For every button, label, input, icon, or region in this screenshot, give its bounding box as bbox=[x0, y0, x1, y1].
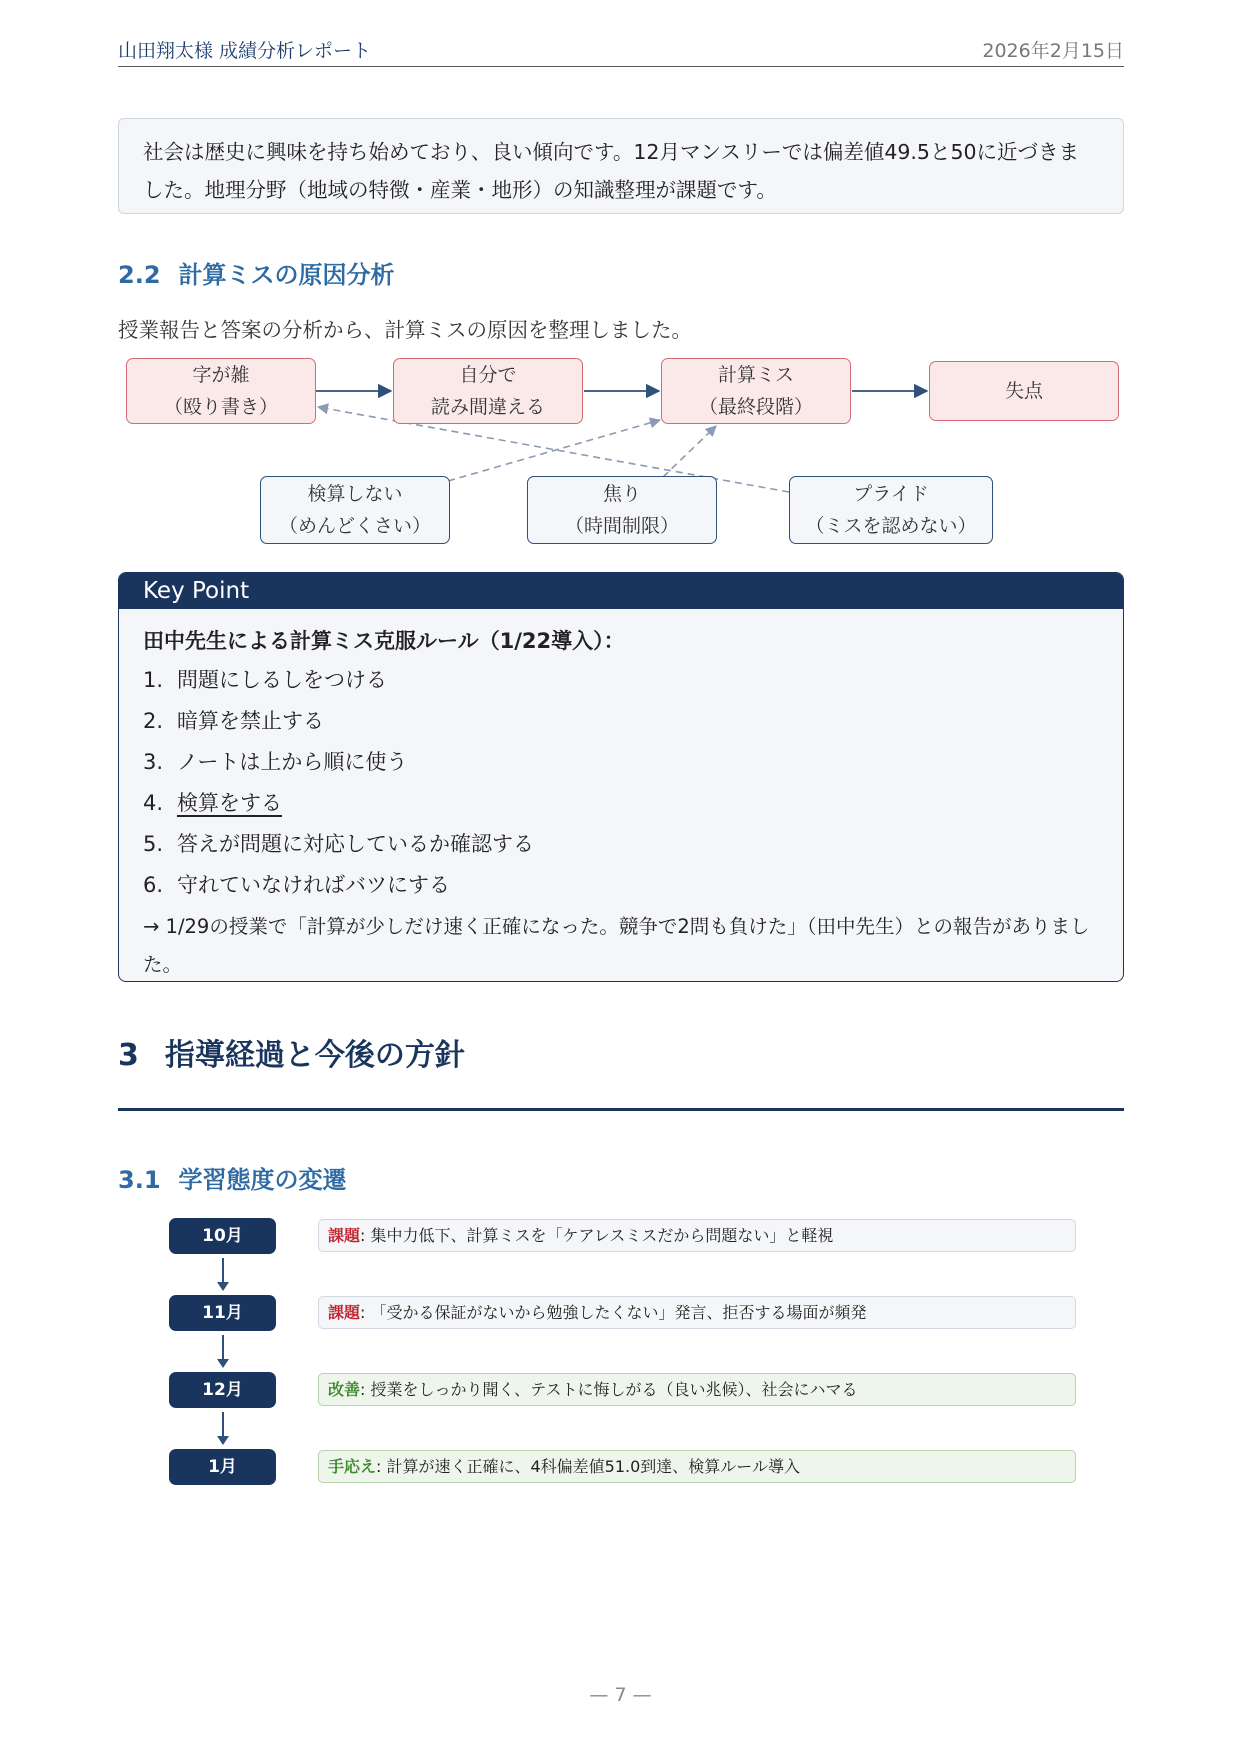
section-title: 学習態度の変遷 bbox=[178, 1166, 347, 1194]
arrow-haste-to-calc-error bbox=[663, 426, 716, 477]
list-item: 1. 問題にしるしをつける bbox=[143, 668, 387, 692]
section-3-1-heading bbox=[118, 1160, 347, 1195]
section-title: 計算ミスの原因分析 bbox=[178, 261, 395, 289]
timeline-connector bbox=[222, 1335, 224, 1361]
key-point-title: 田中先生による計算ミス克服ルール（1/22導入）： bbox=[143, 629, 625, 653]
flow-box-scribble: 字が雑 （殴り書き） bbox=[126, 358, 316, 424]
key-point-box bbox=[118, 572, 1124, 982]
flow-box-no-check: 検算しない （めんどくさい） bbox=[260, 476, 450, 544]
arrow-down-icon bbox=[217, 1436, 229, 1445]
timeline-month: 12月 bbox=[169, 1372, 276, 1408]
list-item: 2. 暗算を禁止する bbox=[143, 709, 324, 733]
report-title: 山田翔太様 成績分析レポート bbox=[118, 40, 372, 62]
flow-box-misread: 自分で 読み間違える bbox=[393, 358, 583, 424]
timeline-month: 1月 bbox=[169, 1449, 276, 1485]
list-item: 6. 守れていなければバツにする bbox=[143, 873, 450, 897]
flow-box-calc-error: 計算ミス （最終段階） bbox=[661, 358, 851, 424]
arrow-down-icon bbox=[217, 1282, 229, 1291]
section-3-heading bbox=[118, 1030, 465, 1074]
flow-box-pride: プライド （ミスを認めない） bbox=[789, 476, 993, 544]
section-number: 3 bbox=[118, 1038, 139, 1073]
social-studies-note: 社会は歴史に興味を持ち始めており、良い傾向です。12月マンスリーでは偏差値49.5と50に近づきました。地理分野（地域の特徴・産業・地形）の知識整理が課題です。 bbox=[118, 118, 1124, 214]
list-item: 3. ノートは上から順に使う bbox=[143, 750, 408, 774]
report-date: 2026年2月15日 bbox=[982, 40, 1124, 62]
section-divider bbox=[118, 1108, 1124, 1111]
calculation-error-flow-diagram bbox=[0, 0, 1241, 560]
key-point-header: Key Point bbox=[119, 573, 1123, 609]
section-number: 2.2 bbox=[118, 261, 161, 289]
timeline-event: 課題: 「受かる保証がないから勉強したくない」発言、拒否する場面が頻発 bbox=[318, 1296, 1076, 1329]
key-point-result: → 1/29の授業で「計算が少しだけ速く正確になった。競争で2問も負けた」（田中先生）との報告がありました。 bbox=[143, 915, 1090, 976]
list-item: 4. 検算をする bbox=[143, 791, 282, 815]
timeline-connector bbox=[222, 1258, 224, 1284]
section-title: 指導経過と今後の方針 bbox=[164, 1038, 465, 1073]
timeline-connector bbox=[222, 1412, 224, 1438]
flow-box-point-loss: 失点 bbox=[929, 361, 1119, 421]
timeline-event: 手応え: 計算が速く正確に、4科偏差値51.0到達、検算ルール導入 bbox=[318, 1450, 1076, 1483]
arrow-down-icon bbox=[217, 1359, 229, 1368]
timeline-event: 課題: 集中力低下、計算ミスを「ケアレスミスだから問題ない」と軽視 bbox=[318, 1219, 1076, 1252]
arrow-no-check-to-calc-error bbox=[448, 420, 660, 481]
timeline-month: 11月 bbox=[169, 1295, 276, 1331]
page-number: — 7 — bbox=[589, 1684, 652, 1706]
section-number: 3.1 bbox=[118, 1166, 161, 1194]
flow-box-haste: 焦り （時間制限） bbox=[527, 476, 717, 544]
timeline-event: 改善: 授業をしっかり聞く、テストに悔しがる（良い兆候）、社会にハマる bbox=[318, 1373, 1076, 1406]
timeline-month: 10月 bbox=[169, 1218, 276, 1254]
section-2-2-intro: 授業報告と答案の分析から、計算ミスの原因を整理しました。 bbox=[118, 318, 692, 342]
list-item: 5. 答えが問題に対応しているか確認する bbox=[143, 832, 534, 856]
underlined-rule: 検算をする bbox=[177, 791, 282, 815]
